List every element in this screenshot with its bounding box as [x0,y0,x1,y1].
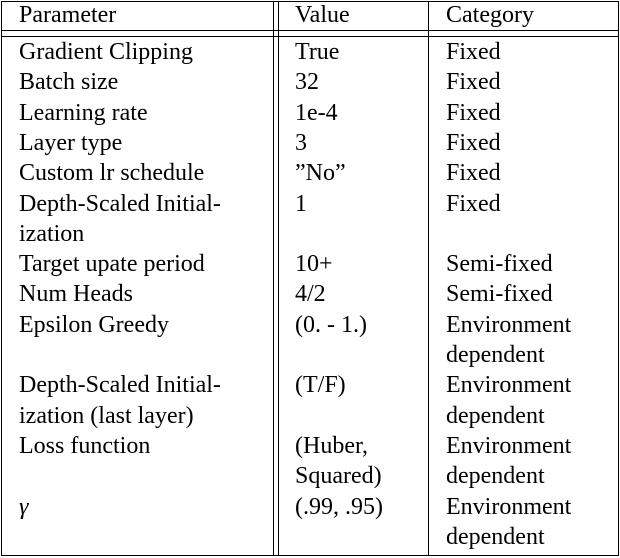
cell-value: (.99, .95) [295,494,383,520]
cell-parameter: ization [19,221,85,247]
cell-parameter: Layer type [19,130,123,156]
cell-category: Environment [446,433,572,459]
header-value: Value [295,2,350,28]
cell-category: Environment [446,312,572,338]
header-parameter: Parameter [19,2,117,28]
bottom-rule [1,555,619,556]
cell-value: 32 [295,69,319,95]
cell-parameter: Target upate period [19,251,205,277]
cell-value: 1e-4 [295,100,338,126]
cell-category: dependent [446,403,545,429]
cell-value: True [295,39,340,65]
cell-category: Fixed [446,160,501,186]
header-rule-1 [1,30,619,31]
col-rule-1b [278,1,279,556]
cell-category: Fixed [446,130,501,156]
col-rule-1a [273,1,274,556]
cell-parameter: γ [19,494,29,520]
cell-category: Fixed [446,39,501,65]
cell-parameter: Depth-Scaled Initial- [19,191,221,217]
cell-category: Semi-fixed [446,281,553,307]
cell-value: 4/2 [295,281,326,307]
cell-parameter: Num Heads [19,281,133,307]
cell-parameter: ization (last layer) [19,403,194,429]
header-category: Category [446,2,534,28]
cell-value: (0. - 1.) [295,312,367,338]
cell-category: Environment [446,494,572,520]
cell-category: Fixed [446,191,501,217]
cell-parameter: Gradient Clipping [19,39,193,65]
cell-value: (T/F) [295,372,346,398]
cell-value: 3 [295,130,307,156]
cell-value: (Huber, [295,433,369,459]
cell-category: Fixed [446,100,501,126]
cell-parameter: Loss function [19,433,151,459]
cell-category: dependent [446,342,545,368]
cell-value: 1 [295,191,307,217]
cell-category: Environment [446,372,572,398]
col-rule-2 [428,1,429,556]
cell-value: Squared) [295,463,382,489]
cell-category: Semi-fixed [446,251,553,277]
cell-category: dependent [446,463,545,489]
cell-parameter: Epsilon Greedy [19,312,169,338]
cell-parameter: Depth-Scaled Initial- [19,372,221,398]
cell-parameter: Batch size [19,69,119,95]
cell-parameter: Learning rate [19,100,148,126]
cell-category: dependent [446,524,545,550]
left-rule [1,1,2,556]
cell-value: ”No” [295,160,346,186]
right-rule [618,1,619,556]
cell-value: 10+ [295,251,333,277]
cell-parameter: Custom lr schedule [19,160,205,186]
cell-category: Fixed [446,69,501,95]
